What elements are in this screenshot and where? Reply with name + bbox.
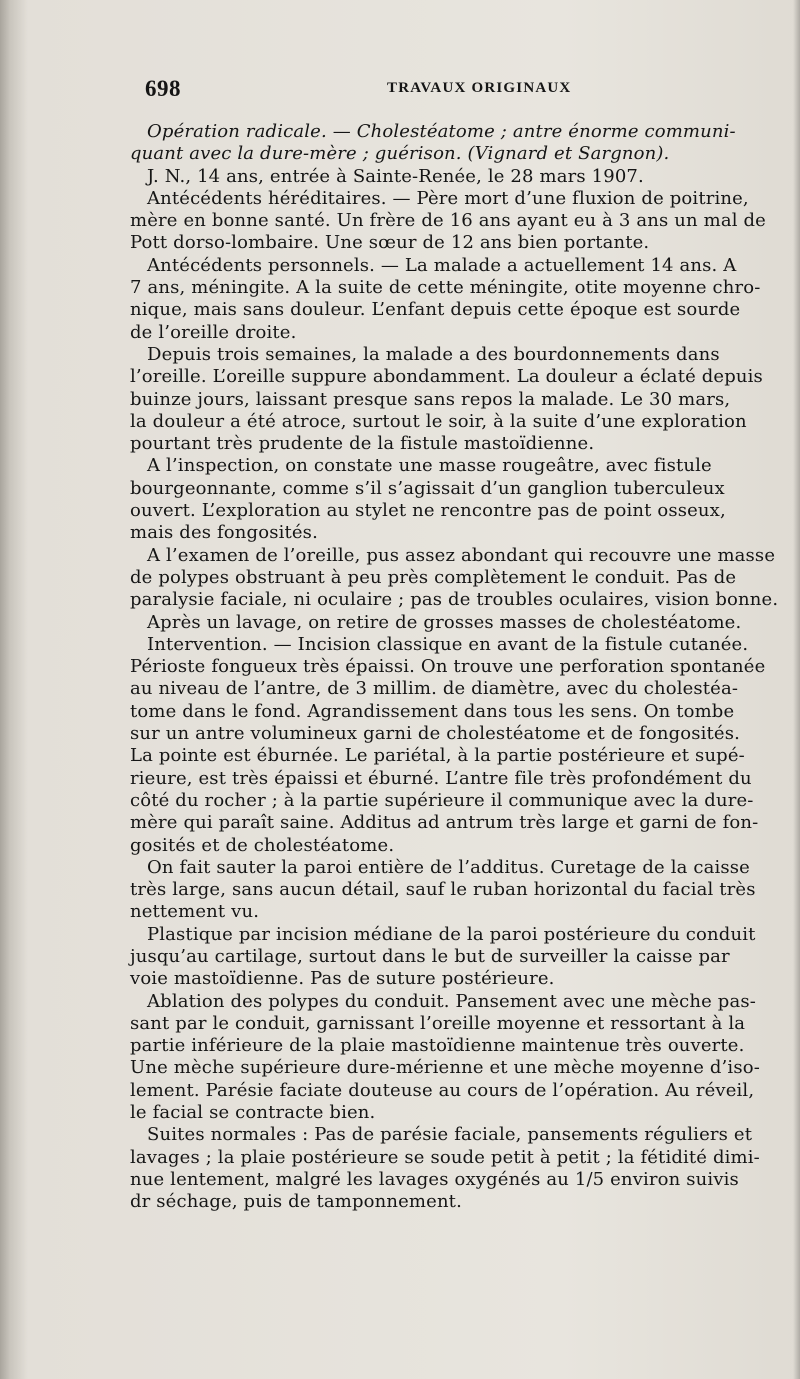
line-text: nique, mais sans douleur. L’enfant depuis cette époque est sourde: [130, 299, 741, 321]
line-text: Depuis trois semaines, la malade a des bourdonnements dans: [147, 343, 720, 365]
text-line: [130, 344, 780, 366]
line-text: la douleur a été atroce, surtout le soir, à la suite d’une exploration: [130, 410, 747, 432]
text-line: [130, 366, 780, 388]
line-text: Suites normales : Pas de parésie faciale, pansements réguliers et: [147, 1124, 753, 1146]
text-line: [130, 299, 780, 321]
line-text: Antécédents héréditaires. — Père mort d’une fluxion de poitrine,: [147, 187, 749, 209]
text-line: [130, 946, 780, 968]
line-text: gosités et de cholestéatome.: [130, 834, 395, 856]
line-text: dr séchage, puis de tamponnement.: [130, 1191, 462, 1213]
text-line: [130, 1124, 780, 1146]
line-text: On fait sauter la paroi entière de l’additus. Curetage de la caisse: [147, 856, 750, 878]
text-line: [130, 812, 780, 834]
article-text: [130, 121, 780, 1214]
line-text: mère en bonne santé. Un frère de 16 ans ayant eu à 3 ans un mal de: [130, 210, 766, 232]
text-line: [130, 545, 780, 567]
line-text: jusqu’au cartilage, surtout dans le but de surveiller la caisse par: [130, 945, 730, 967]
text-line: [130, 522, 780, 544]
text-line: [130, 500, 780, 522]
line-text: pourtant très prudente de la fistule mastoïdienne.: [130, 433, 595, 455]
line-text: Pott dorso-lombaire. Une sœur de 12 ans bien portante.: [130, 232, 650, 254]
line-text: l’oreille. L’oreille suppure abondamment. La douleur a éclaté depuis: [130, 366, 763, 388]
line-text: Opération radicale. — Cholestéatome ; antre énorme communi-: [147, 121, 736, 142]
line-text: Plastique par incision médiane de la paroi postérieure du conduit: [147, 923, 756, 945]
text-line: [130, 232, 780, 254]
text-line: [130, 1102, 780, 1124]
text-line: [130, 634, 780, 656]
line-text: A l’examen de l’oreille, pus assez abondant qui recouvre une masse: [147, 544, 776, 566]
text-line: [130, 612, 780, 634]
line-text: rieure, est très épaissi et éburné. L’antre file très profondément du: [130, 767, 752, 789]
line-text: J. N., 14 ans, entrée à Sainte-Renée, le 28 mars 1907.: [147, 165, 644, 187]
text-line: [130, 188, 780, 210]
page-header: [145, 76, 775, 100]
line-text: sant par le conduit, garnissant l’oreille moyenne et ressortant à la: [130, 1012, 746, 1034]
line-text: Intervention. — Incision classique en avant de la fistule cutanée.: [147, 633, 749, 655]
text-line: [130, 567, 780, 589]
line-text: très large, sans aucun détail, sauf le ruban horizontal du facial très: [130, 879, 756, 901]
text-line: [130, 433, 780, 455]
text-line: [130, 389, 780, 411]
line-text: lavages ; la plaie postérieure se soude petit à petit ; la fétidité dimi-: [130, 1146, 760, 1168]
line-text: paralysie faciale, ni oculaire ; pas de troubles oculaires, vision bonne.: [130, 589, 779, 611]
line-text: nue lentement, malgré les lavages oxygénés au 1/5 environ suivis: [130, 1168, 739, 1190]
text-line: [130, 656, 780, 678]
text-line: [130, 1147, 780, 1169]
line-text: Après un lavage, on retire de grosses masses de cholestéatome.: [147, 611, 742, 633]
text-line: [130, 901, 780, 923]
line-text: quant avec la dure-mère ; guérison. (Vignard et Sargnon).: [130, 143, 670, 165]
text-line: [130, 166, 780, 188]
line-text: A l’inspection, on constate une masse rougeâtre, avec fistule: [147, 455, 712, 477]
line-text: voie mastoïdienne. Pas de suture postérieure.: [130, 968, 555, 990]
page-number: 698: [145, 76, 181, 101]
text-line: [130, 1013, 780, 1035]
text-line: [130, 121, 780, 143]
text-line: [130, 478, 780, 500]
text-line: [130, 768, 780, 790]
line-text: de polypes obstruant à peu près complètement le conduit. Pas de: [130, 566, 737, 588]
text-line: [130, 723, 780, 745]
line-text: le facial se contracte bien.: [130, 1102, 376, 1124]
text-line: [130, 968, 780, 990]
line-text: sur un antre volumineux garni de cholestéatome et de fongosités.: [130, 723, 740, 745]
line-text: Une mèche supérieure dure-mérienne et une mèche moyenne d’iso-: [130, 1057, 760, 1079]
line-text: côté du rocher ; à la partie supérieure il communique avec la dure-: [130, 789, 754, 811]
line-text: La pointe est éburnée. Le pariétal, à la partie postérieure et supé-: [130, 745, 745, 767]
line-text: bourgeonnante, comme s’il s’agissait d’un ganglion tuberculeux: [130, 477, 725, 499]
text-line: [130, 879, 780, 901]
line-text: lement. Parésie faciate douteuse au cours de l’opération. Au réveil,: [130, 1079, 755, 1101]
text-line: [130, 701, 780, 723]
text-line: [130, 924, 780, 946]
text-line: [130, 411, 780, 433]
text-line: [130, 1169, 780, 1191]
line-text: de l’oreille droite.: [130, 321, 297, 343]
text-line: [130, 210, 780, 232]
line-text: mais des fongosités.: [130, 522, 318, 544]
text-line: [130, 1057, 780, 1079]
text-line: [130, 1035, 780, 1057]
text-line: [130, 255, 780, 277]
running-title: TRAVAUX ORIGINAUX: [387, 80, 572, 96]
text-line: [130, 322, 780, 344]
line-text: partie inférieure de la plaie mastoïdienne maintenue très ouverte.: [130, 1035, 745, 1057]
text-line: [130, 1191, 780, 1213]
text-line: [130, 455, 780, 477]
line-text: mère qui paraît saine. Additus ad antrum très large et garni de fon-: [130, 812, 759, 834]
line-text: ouvert. L’exploration au stylet ne rencontre pas de point osseux,: [130, 500, 726, 522]
text-line: [130, 589, 780, 611]
line-text: 7 ans, méningite. A la suite de cette méningite, otite moyenne chro-: [130, 277, 761, 299]
line-text: Antécédents personnels. — La malade a actuellement 14 ans. A: [147, 254, 737, 276]
text-line: [130, 745, 780, 767]
text-line: [130, 678, 780, 700]
line-text: tome dans le fond. Agrandissement dans tous les sens. On tombe: [130, 700, 735, 722]
text-line: [130, 1080, 780, 1102]
line-text: Périoste fongueux très épaissi. On trouve une perforation spontanée: [130, 656, 766, 678]
text-line: [130, 857, 780, 879]
text-line: [130, 143, 780, 165]
line-text: buinze jours, laissant presque sans repos la malade. Le 30 mars,: [130, 388, 731, 410]
text-line: [130, 277, 780, 299]
text-line: [130, 991, 780, 1013]
text-line: [130, 790, 780, 812]
line-text: au niveau de l’antre, de 3 millim. de diamètre, avec du cholestéa-: [130, 678, 739, 700]
text-line: [130, 835, 780, 857]
line-text: Ablation des polypes du conduit. Pansement avec une mèche pas-: [147, 990, 756, 1012]
line-text: nettement vu.: [130, 901, 260, 923]
